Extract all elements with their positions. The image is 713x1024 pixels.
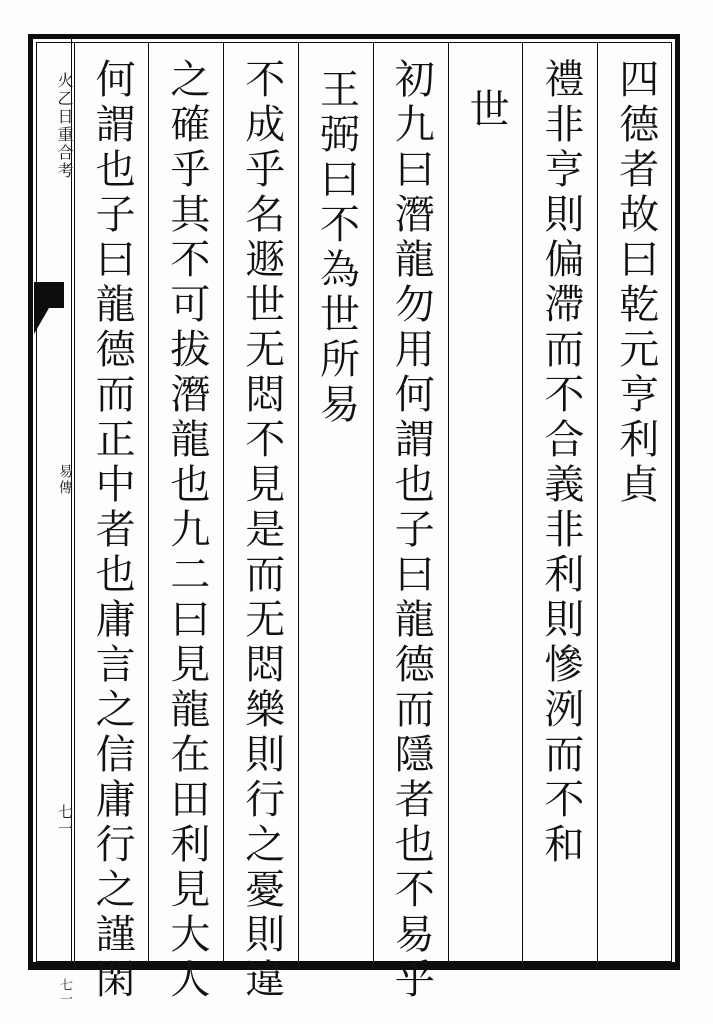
text-column-2 [522, 42, 597, 962]
text-column-8 [74, 42, 149, 1003]
text-columns [73, 42, 672, 1003]
column-text: 四德者故曰乾元亨利貞 [612, 58, 659, 508]
text-column-1 [597, 42, 672, 962]
spine-book-title: 易傳 [57, 464, 73, 496]
text-column-3 [448, 42, 523, 962]
column-text: 禮非亨則偏滯而不合義非利則慘洌而不和 [537, 58, 584, 868]
center-spine-column [28, 34, 72, 970]
column-text: 之確乎其不可拔潛龍也九二曰見龍在田利見大人 [163, 58, 210, 1003]
column-text: 不成乎名遯世无悶不見是而无悶樂則行之憂則違 [238, 58, 285, 1003]
column-text: 王弼曰不為世所易 [313, 68, 360, 428]
text-column-7 [148, 42, 223, 1003]
text-column-5 [298, 42, 373, 962]
column-text: 何謂也子曰龍德而正中者也庸言之信庸行之謹閑 [89, 58, 136, 1003]
spine-header-text: 火乙日重合考 [55, 72, 74, 180]
column-text: 世 [463, 88, 510, 133]
fishtail-ornament-icon [34, 282, 64, 334]
text-column-6 [223, 42, 298, 1003]
spine-page-number: 七一 [56, 804, 74, 838]
column-text: 初九曰潛龍勿用何謂也子曰龍德而隱者也不易乎 [388, 58, 435, 1003]
text-column-4 [373, 42, 448, 1003]
bottom-margin-note: 七一 [57, 978, 72, 1006]
